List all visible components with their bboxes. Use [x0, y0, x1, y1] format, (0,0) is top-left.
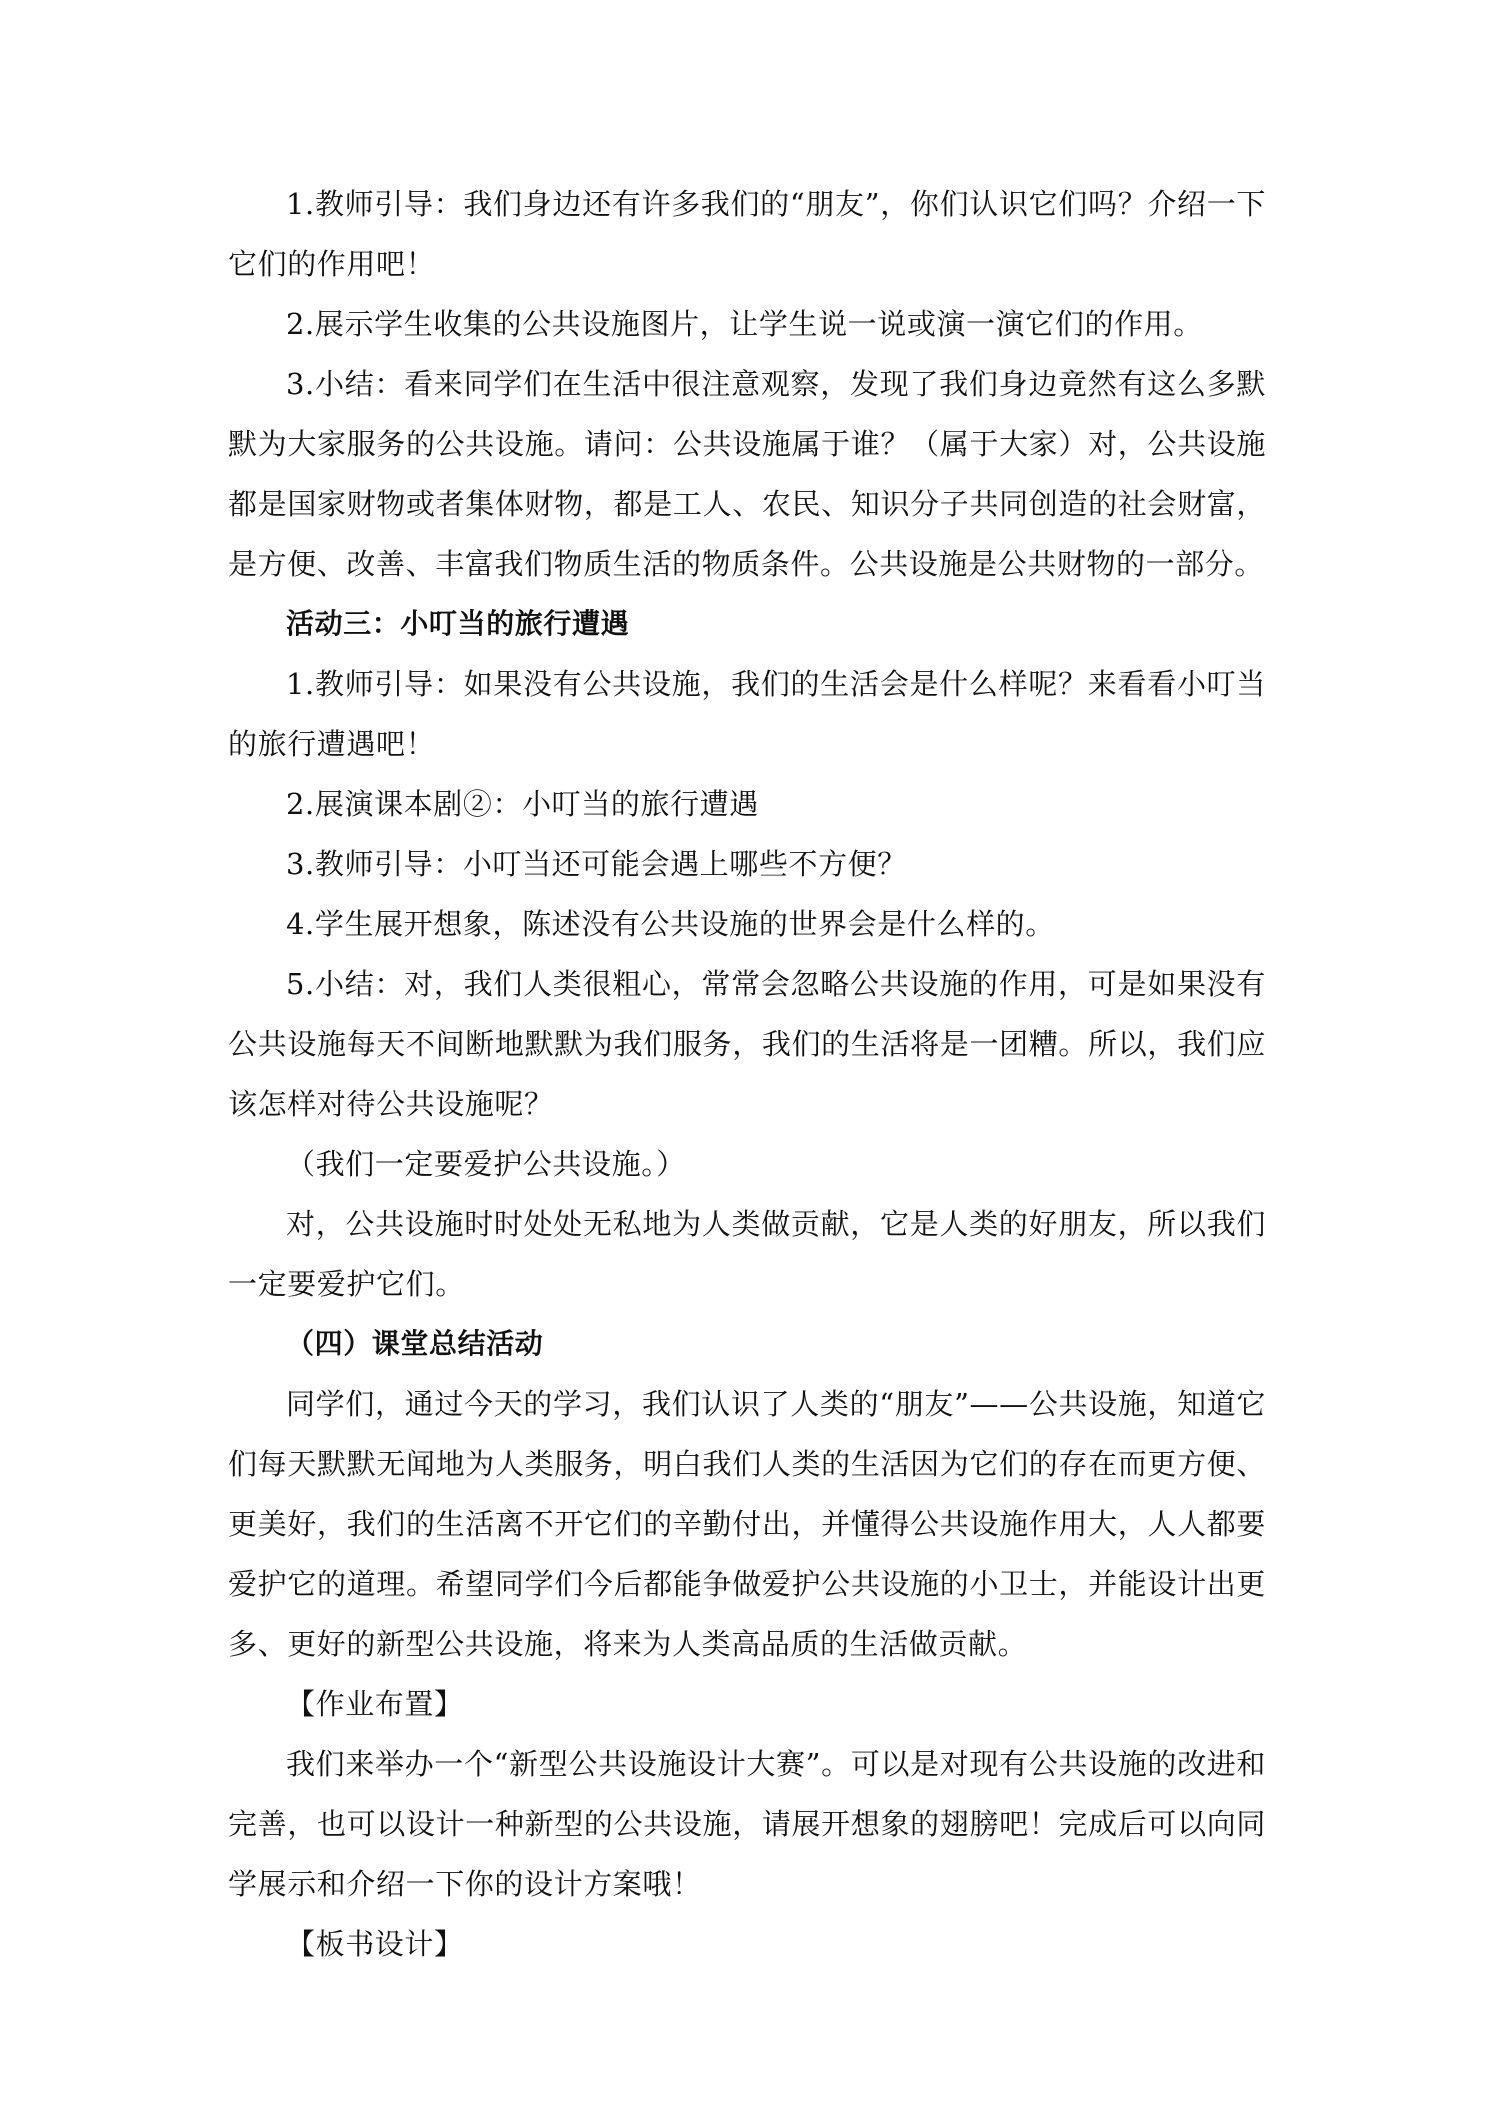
paragraph-protect-facilities: （我们一定要爱护公共设施。）	[286, 1147, 686, 1181]
paragraph-summary-careless: 5.小结：对，我们人类很粗心，常常会忽略公共设施的作用，可是如果没有公共设施每天不间断地默默为我们服务，我们的生活将是一团糟。所以，我们应该怎样对待公共设施呢？	[228, 967, 1266, 1121]
paragraph-show-pictures: 2.展示学生收集的公共设施图片，让学生说一说或演一演它们的作用。	[286, 307, 1203, 341]
paragraph-student-imagination: 4.学生展开想象，陈述没有公共设施的世界会是什么样的。	[286, 907, 1055, 941]
paragraph-teacher-guide-travel: 1.教师引导：如果没有公共设施，我们的生活会是什么样呢？来看看小叮当的旅行遭遇吧！	[228, 667, 1266, 761]
section-label-homework: 【作业布置】	[286, 1687, 464, 1721]
paragraph-summary-public-facilities: 3.小结：看来同学们在生活中很注意观察，发现了我们身边竟然有这么多默默为大家服务的公共设施。请问：公共设施属于谁？（属于大家）对，公共设施都是国家财物或者集体财物，都是工人、农民、知识分子共同创造的社会财富，是方便、改善、丰富我们物质生活的物质条件。公共设施是公共财物的一部分。	[228, 367, 1266, 581]
paragraph-teacher-guide-inconvenience: 3.教师引导：小叮当还可能会遇上哪些不方便？	[286, 847, 907, 881]
paragraph-good-friends: 对，公共设施时时处处无私地为人类做贡献，它是人类的好朋友，所以我们一定要爱护它们。	[228, 1207, 1266, 1301]
paragraph-class-summary: 同学们，通过今天的学习，我们认识了人类的“朋友”——公共设施，知道它们每天默默无闻地为人类服务，明白我们人类的生活因为它们的存在而更方便、更美好，我们的生活离不开它们的辛勤付出，并懂得公共设施作用大，人人都要爱护它的道理。希望同学们今后都能争做爱护公共设施的小卫士，并能设计出更多、更好的新型公共设施，将来为人类高品质的生活做贡献。	[228, 1387, 1266, 1661]
heading-class-summary: （四）课堂总结活动	[286, 1327, 544, 1360]
section-label-board-design: 【板书设计】	[286, 1927, 464, 1961]
paragraph-teacher-guide-friends: 1.教师引导：我们身边还有许多我们的“朋友”，你们认识它们吗？介绍一下它们的作用吧！	[228, 187, 1266, 281]
heading-activity-three: 活动三：小叮当的旅行遭遇	[286, 607, 630, 640]
paragraph-homework: 我们来举办一个“新型公共设施设计大赛”。可以是对现有公共设施的改进和完善，也可以设计一种新型的公共设施，请展开想象的翅膀吧！完成后可以向同学展示和介绍一下你的设计方案哦！	[228, 1747, 1266, 1901]
paragraph-play-performance: 2.展演课本剧②：小叮当的旅行遭遇	[286, 787, 759, 821]
document-body	[228, 174, 1266, 1974]
